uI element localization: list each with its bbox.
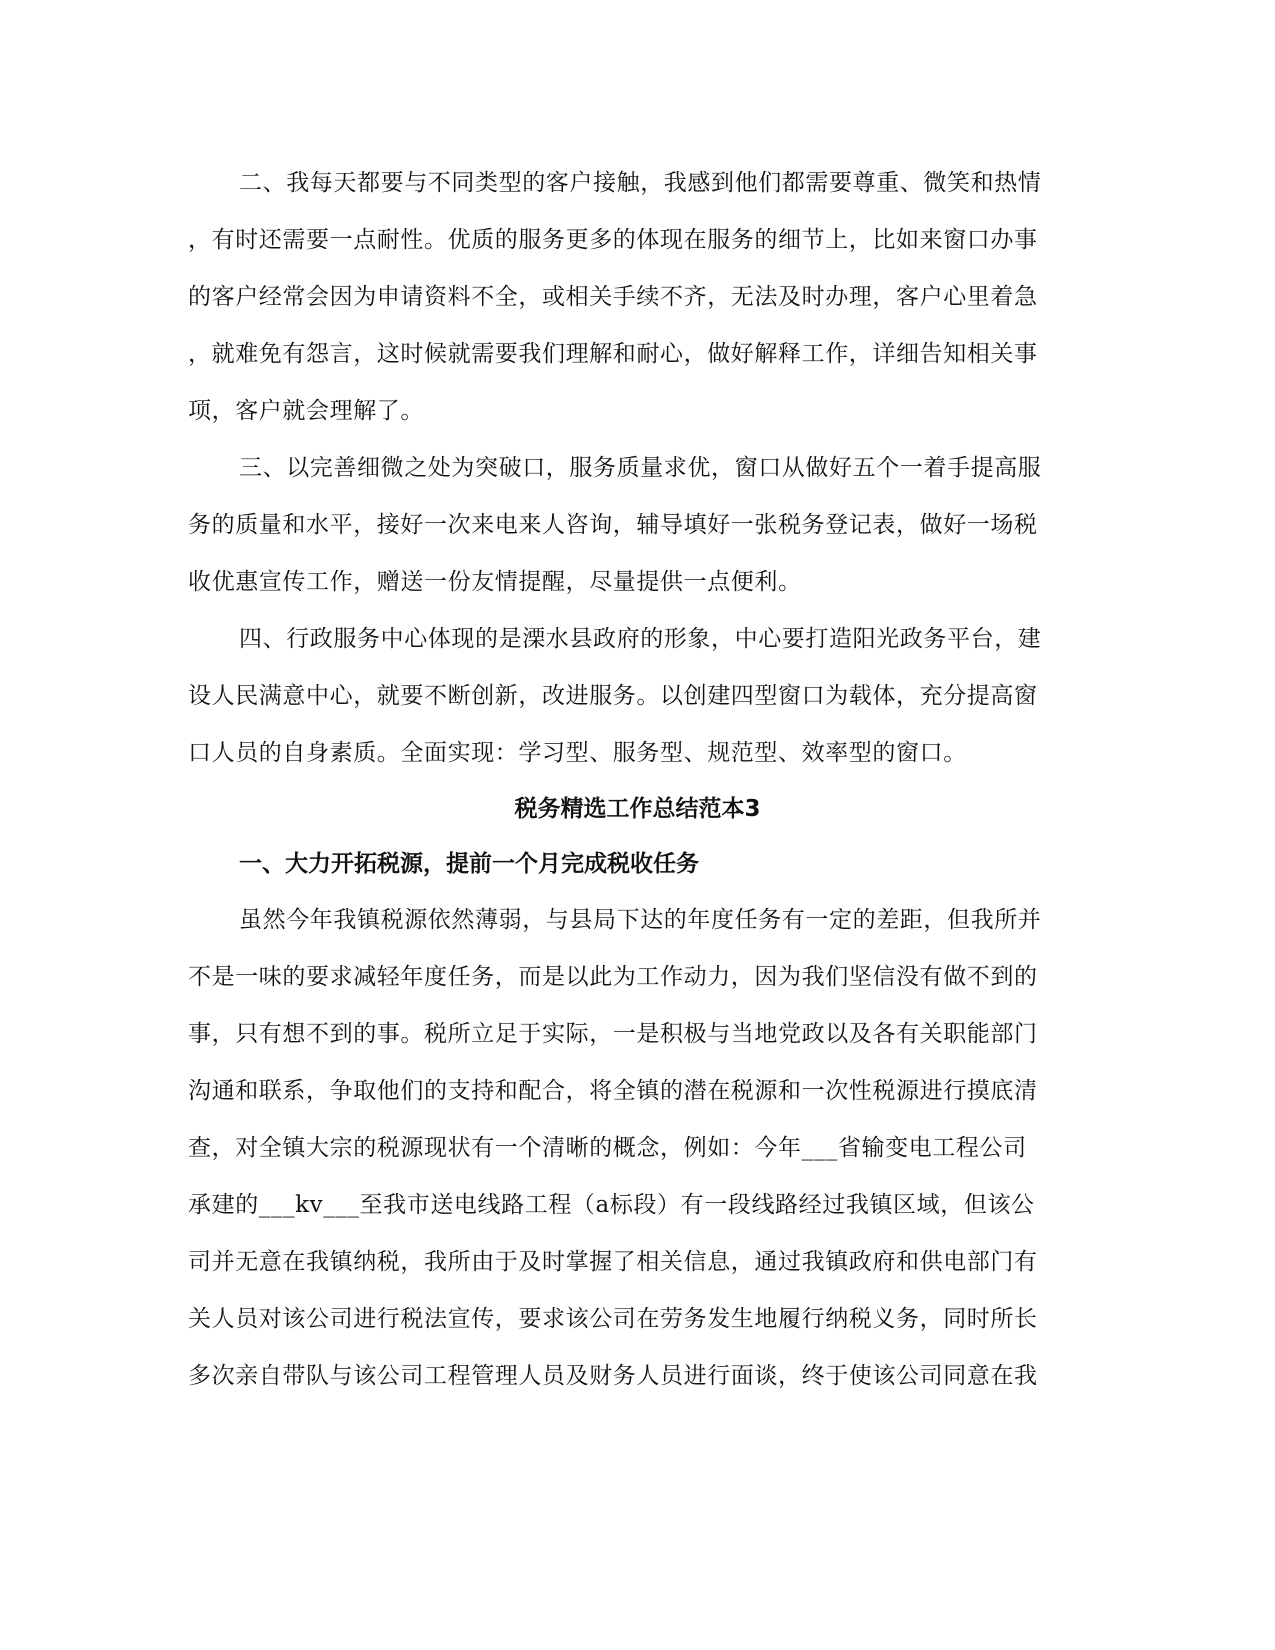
- paragraph-line: 多次亲自带队与该公司工程管理人员及财务人员进行面谈，终于使该公司同意在我: [188, 1363, 1038, 1389]
- paragraph-line: 务的质量和水平，接好一次来电来人咨询，辅导填好一张税务登记表，做好一场税: [188, 512, 1038, 538]
- section-title: 税务精选工作总结范本3: [514, 796, 761, 822]
- paragraph-line: 司并无意在我镇纳税，我所由于及时掌握了相关信息，通过我镇政府和供电部门有: [188, 1249, 1038, 1275]
- paragraph-line: 口人员的自身素质。全面实现：学习型、服务型、规范型、效率型的窗口。: [188, 740, 967, 766]
- paragraph-line: 关人员对该公司进行税法宣传，要求该公司在劳务发生地履行纳税义务，同时所长: [188, 1306, 1038, 1332]
- paragraph-line: 三、以完善细微之处为突破口，服务质量求优，窗口从做好五个一着手提高服: [239, 455, 1042, 481]
- paragraph-line: 不是一味的要求减轻年度任务，而是以此为工作动力，因为我们坚信没有做不到的: [188, 964, 1038, 990]
- paragraph-line: 承建的___kv___至我市送电线路工程（a标段）有一段线路经过我镇区域，但该公: [188, 1192, 1035, 1218]
- paragraph-line: 沟通和联系，争取他们的支持和配合，将全镇的潜在税源和一次性税源进行摸底清: [188, 1078, 1038, 1104]
- paragraph-line: 二、我每天都要与不同类型的客户接触，我感到他们都需要尊重、微笑和热情: [239, 170, 1042, 196]
- paragraph-line: 虽然今年我镇税源依然薄弱，与县局下达的年度任务有一定的差距，但我所并: [239, 907, 1042, 933]
- section-subtitle: 一、大力开拓税源，提前一个月完成税收任务: [239, 851, 699, 877]
- paragraph-line: ，就难免有怨言，这时候就需要我们理解和耐心，做好解释工作，详细告知相关事: [188, 341, 1038, 367]
- paragraph-line: ，有时还需要一点耐性。优质的服务更多的体现在服务的细节上，比如来窗口办事: [188, 227, 1038, 253]
- paragraph-line: 收优惠宣传工作，赠送一份友情提醒，尽量提供一点便利。: [188, 569, 802, 595]
- paragraph-line: 项，客户就会理解了。: [188, 398, 424, 424]
- paragraph-line: 设人民满意中心，就要不断创新，改进服务。以创建四型窗口为载体，充分提高窗: [188, 683, 1038, 709]
- paragraph-line: 事，只有想不到的事。税所立足于实际，一是积极与当地党政以及各有关职能部门: [188, 1021, 1038, 1047]
- paragraph-line: 的客户经常会因为申请资料不全，或相关手续不齐，无法及时办理，客户心里着急: [188, 284, 1038, 310]
- paragraph-line: 四、行政服务中心体现的是溧水县政府的形象，中心要打造阳光政务平台，建: [239, 626, 1042, 652]
- paragraph-line: 查，对全镇大宗的税源现状有一个清晰的概念，例如：今年___省输变电工程公司: [188, 1135, 1027, 1161]
